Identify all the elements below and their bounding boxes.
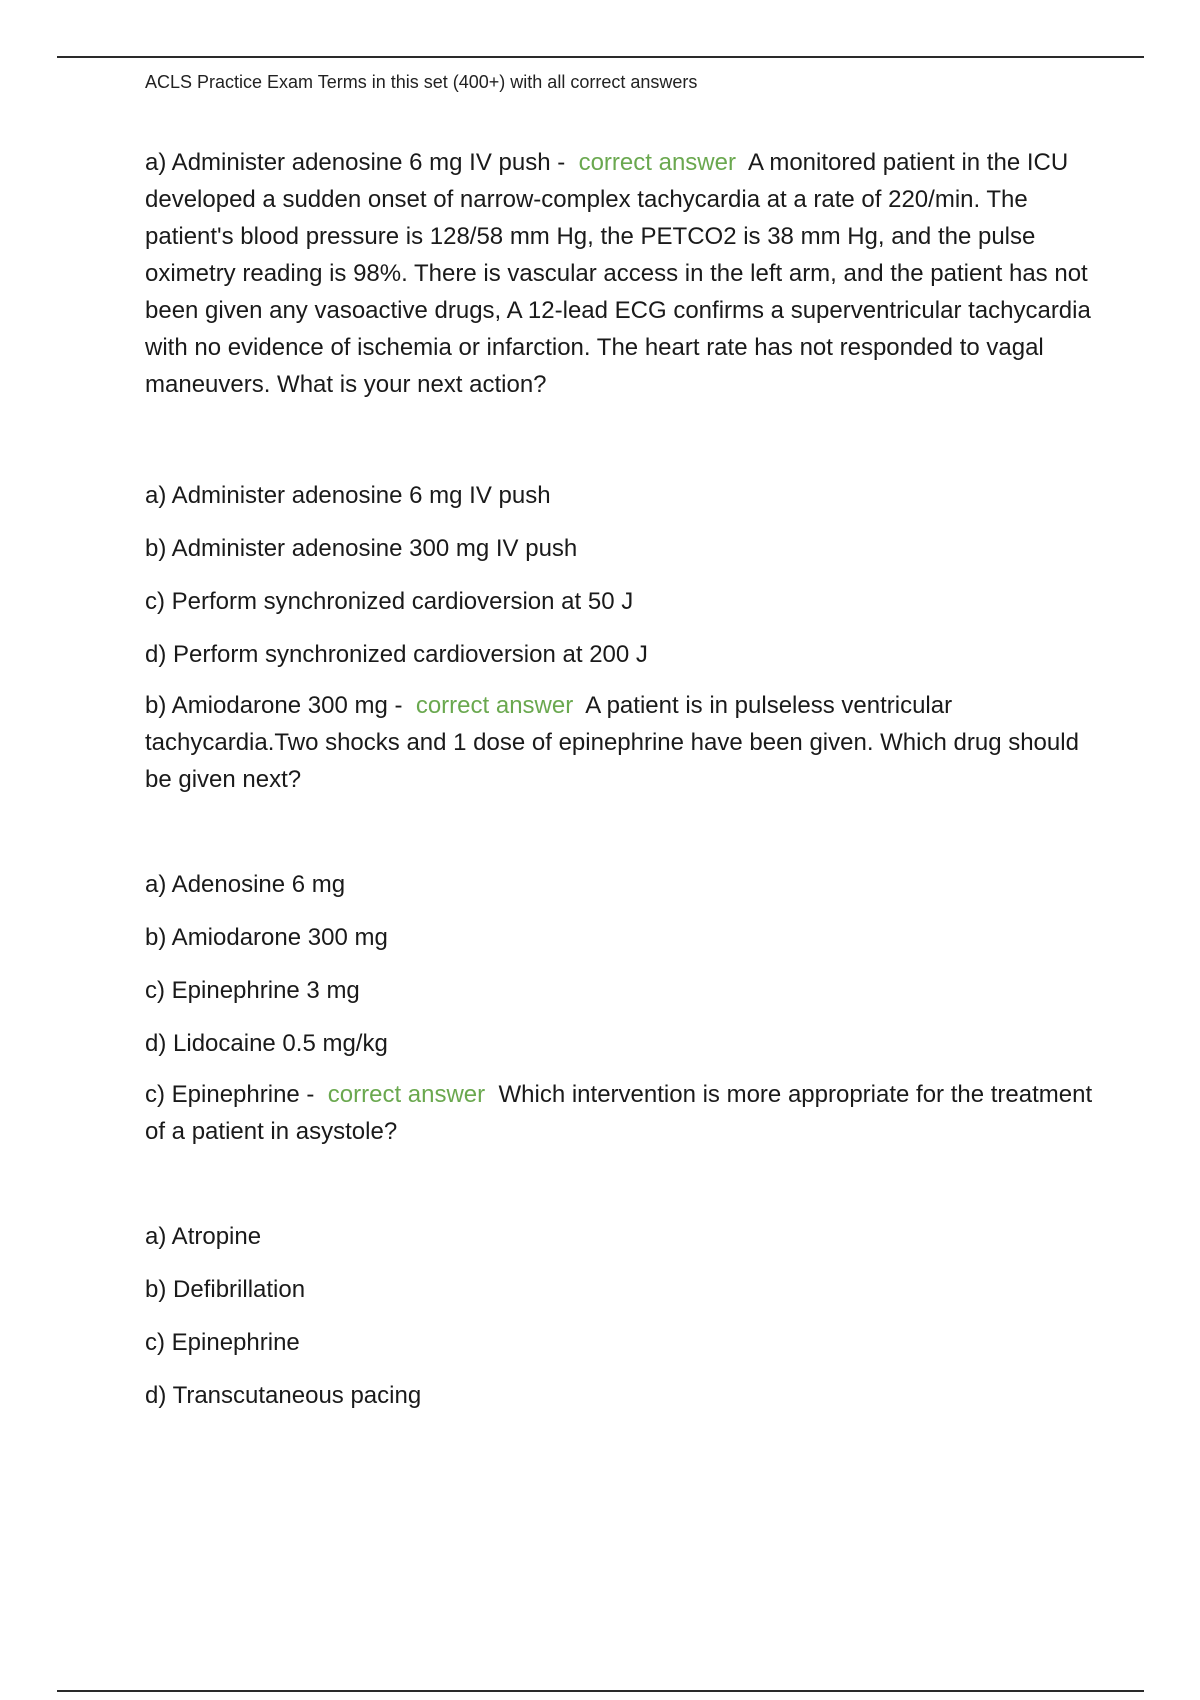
question-block [145,687,1105,1059]
option-item: b) Amiodarone 300 mg [145,924,388,951]
option-item: b) Administer adenosine 300 mg IV push [145,535,578,562]
question-block [145,1076,1105,1411]
correct-answer-label: correct answer [415,692,574,719]
top-divider [57,56,1144,58]
options-list [145,870,1105,1059]
answer-text: b) Amiodarone 300 mg - [145,692,403,719]
question-entry [145,144,1105,403]
option-item: b) Defibrillation [145,1276,306,1303]
option-item: d) Lidocaine 0.5 mg/kg [145,1030,388,1057]
options-list [145,481,1105,670]
page-header-title: ACLS Practice Exam Terms in this set (400+) with all correct answers [145,72,698,92]
option-item: d) Perform synchronized cardioversion at 200 J [145,641,648,668]
question-block [145,144,1105,670]
document-body [145,144,1105,1434]
bottom-divider [57,1690,1144,1692]
question-entry [145,687,1105,798]
option-item: c) Epinephrine [145,1329,300,1356]
option-item: a) Adenosine 6 mg [145,871,346,898]
option-item: c) Perform synchronized cardioversion at 50 J [145,588,634,615]
question-entry [145,1076,1105,1150]
option-item: c) Epinephrine 3 mg [145,977,360,1004]
answer-text: a) Administer adenosine 6 mg IV push - [145,149,566,176]
question-text: Which intervention is more appropriate for the treatment of a patient in asystole? [145,1081,1093,1145]
correct-answer-label: correct answer [578,149,736,176]
options-list [145,1222,1105,1411]
question-text: A monitored patient in the ICU developed a sudden onset of narrow-complex tachycardia at a rate of 220/min. The patient's blood pressure is 128/58 mm Hg, the PETCO2 is 38 mm Hg, and the pulse oximetry reading is 98%. There is vascular access in the left arm, and the patient has not been given any vasoactive drugs, A 12-lead ECG confirms a superventricular tachycardia with no evidence of ischemia or infarction. The heart rate has not responded to vagal maneuvers. What is your next action? [145,149,1091,398]
option-item: a) Atropine [145,1223,262,1250]
option-item: a) Administer adenosine 6 mg IV push [145,482,551,509]
correct-answer-label: correct answer [327,1081,486,1108]
question-text: A patient is in pulseless ventricular tachycardia.Two shocks and 1 dose of epinephrine have been given. Which drug should be given next? [145,692,1079,793]
option-item: d) Transcutaneous pacing [145,1382,422,1409]
answer-text: c) Epinephrine - [145,1081,315,1108]
